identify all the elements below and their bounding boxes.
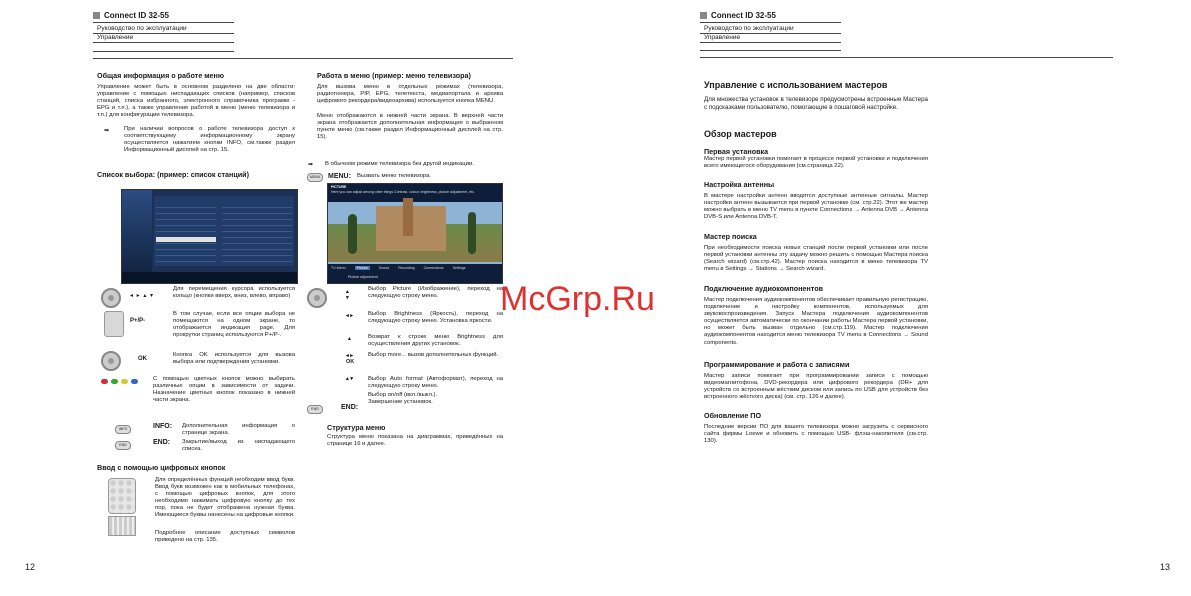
paragraph: Для множества установок в телевизоре предусмотрены встроенные Мастера с подсказками пользователю, помогающие в пошаговой настройке.	[704, 96, 928, 111]
step-text: Завершение установок.	[368, 399, 433, 405]
paragraph: Кнопка OK используется для вызова выбора или подтверждения установки.	[173, 352, 295, 366]
section-heading: Ввод с помощью цифровых кнопок	[97, 463, 226, 472]
end-key-icon: END	[307, 405, 323, 414]
section-heading: Мастер поиска	[704, 232, 757, 241]
header-rule	[700, 57, 1113, 58]
tv-menu-item: TV-Menu	[331, 266, 346, 270]
menu-key-icon: MENU	[307, 173, 323, 182]
tv-text: Here you can adjust among other things Contrast, colour, brightness, picture adjustment, etc.	[331, 190, 475, 194]
header-title-text: Connect ID 32-55	[711, 11, 776, 20]
tv-submenu-item: Picture adjustment	[348, 275, 378, 279]
info-key-icon: INFO	[115, 425, 131, 434]
section-heading: Настройка антенны	[704, 180, 775, 189]
end-label: END:	[153, 439, 171, 446]
step-text: Возврат к строке меню Brightness для осуществления других установок.	[368, 334, 503, 348]
tv-menu-item: Settings	[452, 266, 466, 270]
step-text: Выбор on/off (вкл./выкл.).	[368, 392, 438, 398]
header-rule	[93, 22, 234, 23]
station-list-screenshot	[121, 189, 298, 284]
header-square-icon	[93, 12, 100, 19]
paragraph: Мастер первой установки помогает в процессе первой установки и подключения всего имеющегося оборудования (см.страница 22).	[704, 156, 928, 170]
end-label: END:	[341, 404, 359, 411]
menu-label: MENU:	[328, 173, 351, 180]
header-title	[700, 11, 776, 20]
paragraph: Меню отображаются в нижней части экрана. В верхней части экрана отображается дополнительная информация о выбранном пункте меню (см.также раздел Информационный дисплей на стр. 15).	[317, 113, 503, 141]
info-label: INFO:	[153, 423, 173, 430]
step-text: Выбор Auto format (Автоформат), переход на следующую строку меню.	[368, 376, 503, 390]
note-text: При наличии вопросов о работе телевизора доступ к соответствующему информационному экрану осуществляется нажатием кнопки INFO, см.также раздел Информационный дисплей на стр. 15.	[124, 126, 295, 154]
section-heading: Работа в меню (пример: меню телевизора)	[317, 71, 471, 80]
arrow-keys-icon: ◂ ▸ ▴ ▾	[130, 293, 155, 299]
tv-menu-item: Recording	[398, 266, 415, 270]
header-rule	[93, 58, 513, 59]
tv-title: PICTURE	[331, 185, 347, 189]
tv-menu-item: Connections	[423, 266, 444, 270]
header-subtitle: Руководство по эксплуатации	[704, 25, 794, 32]
menu-text: Вызвать меню телевизора.	[357, 173, 432, 179]
section-heading: Программирование и работа с записями	[704, 360, 850, 369]
header-rule	[93, 51, 234, 52]
header-rule	[700, 22, 841, 23]
header-square-icon	[700, 12, 707, 19]
paragraph: В том случае, если все опции выбора не помещаются на одном экране, то отображается индикация page. Для прокрутки страниц используются P+/P-.	[173, 311, 295, 339]
section-heading: Общая информация о работе меню	[97, 71, 224, 80]
section-heading: Обновление ПО	[704, 411, 762, 420]
navigation-ring-icon	[101, 288, 121, 308]
arrow-keys-icon: ▴ ▾	[346, 376, 354, 382]
section-heading: Список выбора: (пример: список станций)	[97, 170, 249, 179]
paragraph: Структура меню показана на диаграммах, приведённых на странице 16 и далее.	[327, 434, 503, 448]
page-heading: Управление с использованием мастеров	[704, 80, 888, 90]
arrow-up-down-icon: ▴ ▾	[346, 289, 349, 301]
paragraph: Мастер записи помогает при программировании записи с помощью видеомагнитофона, DVD-рекордера или цифрового рекордера (DR+ для устройств со встроенным жёстким диском или запись по USB для устройств без встроенного жёсткого диска) (см. стр. 126 и далее).	[704, 373, 928, 401]
header-rule	[700, 50, 841, 51]
numeric-keypad-icon	[108, 478, 136, 514]
arrow-up-icon: ▴	[348, 336, 351, 342]
section-heading: Структура меню	[327, 423, 386, 432]
end-key-icon: END	[115, 441, 131, 450]
ok-ring-icon	[101, 351, 121, 371]
paragraph: Для определённых функций необходим ввод букв. Ввод букв возможен как в мобильных телефонах, с помощью цифровых кнопок, для этого необходимо нажимать цифровую кнопку до тех пор, пока не будет отображена нужная буква. Имеющиеся буквы нанесены на цифровые кнопки.	[155, 477, 295, 519]
color-keys-icon	[101, 379, 138, 384]
step-text: Выбор more... вызов дополнительных функций.	[368, 352, 499, 358]
ok-key-icon: ◂ ▸ OK	[346, 353, 355, 365]
header-rule	[93, 42, 234, 43]
remote-pplus-icon	[104, 311, 124, 337]
ok-key-icon: OK	[138, 356, 147, 362]
paragraph: В мастере настройки антенн вводятся доступные антенные сигналы. Мастер настройки антенн вызывается при первой установке (см. стр.22). Этот же мастер можно выбрать в меню TV menu в пункте Connections → Antenna DVB → Antenna DVB-S или Antenna DVB-T.	[704, 193, 928, 221]
tv-menu-screenshot	[327, 183, 503, 284]
header-section: Управление	[97, 34, 134, 41]
page-number: 12	[25, 562, 36, 572]
arrow-left-right-icon: ◂ ▸	[346, 313, 354, 319]
arrow-icon: ➡	[308, 162, 314, 168]
section-heading: Подключение аудиокомпонентов	[704, 284, 824, 293]
watermark-text: McGrp.Ru	[500, 280, 655, 318]
keyboard-icon	[108, 516, 136, 536]
header-section: Управление	[704, 34, 741, 41]
info-text: Дополнительная информация о странице экрана.	[182, 423, 295, 437]
navigation-ring-icon	[307, 288, 327, 308]
page-heading: Обзор мастеров	[704, 129, 777, 139]
paragraph: Последние версии ПО для вашего телевизора можно загрузить с сервисного сайта фирмы Loewe и обновить с помощью USB- флэш-накопителя (см.стр. 130).	[704, 424, 928, 445]
step-text: Выбор Picture (Изображение), переход на следующую строку меню.	[368, 286, 503, 300]
paragraph: В обычном режиме телевизора без другой индикации.	[325, 161, 474, 167]
paragraph: При необходимости поиска новых станций после первой установки или после первой установки антенны эту задачу можно решить с помощью Мастера поиска (Search wizard) (см.стр.42). Мастер поиска находится в меню телевизора TV menu в Settings → Stations → Search wizard.	[704, 245, 928, 273]
tv-menu-item: Sound	[378, 266, 390, 270]
tv-menu-item: Picture	[356, 266, 368, 270]
paragraph: Подробное описание доступных символов приведено на стр. 135.	[155, 530, 295, 544]
header-subtitle: Руководство по эксплуатации	[97, 25, 187, 32]
paragraph: Мастер подключения аудиокомпонентов обеспечивает правильную регистрацию, подключение и настройку компонентов, используемых для звуковоспроизведения. Запуск Мастера подключения аудиокомпонентов осуществляется автоматически по окончании работы Мастера первой установки, но может быть вызван отдельно (см.стр.119). Мастер подключения аудиокомпонентов находится меню телевизора TV menu в Connections → Sound components.	[704, 297, 928, 346]
paragraph: С помощью цветных кнопок можно выбирать различные опции в зависимости от задачи. Назначение цветных кнопок показано в нижней части экрана.	[153, 376, 295, 404]
paragraph: Для перемещения курсора используется кольцо (кнопки вверх, вниз, влево, вправо)	[173, 286, 295, 300]
paragraph: Для вызова меню в отдельных режимах (телевизора, радиотюнера, PIP, EPG, телетекста, медиапортала и архива цифрового рекордера/видеоархива) используется кнопка MENU.	[317, 84, 503, 105]
page-number: 13	[1160, 562, 1171, 572]
section-heading: Первая установка	[704, 147, 769, 156]
end-text: Закрытие/выход из ниспадающего списка.	[182, 439, 295, 453]
arrow-icon: ➡	[104, 128, 110, 134]
page-keys-icon: P+/P-	[130, 318, 146, 324]
header-title-text: Connect ID 32-55	[104, 11, 169, 20]
step-text: Выбор Brightness (Яркость), переход на следующую строку меню. Установка яркости.	[368, 311, 503, 325]
paragraph: Управление может быть в основном разделено на две области: управление с помощью ниспадающих списков (например, списков станций, списка избранного, электронного справочника программ - EPG и т.п.), а также управление работой в меню (меню телевизора и т.п.) для конфигурации телевизора.	[97, 84, 295, 119]
header-rule	[700, 42, 841, 43]
header-title	[93, 11, 169, 20]
